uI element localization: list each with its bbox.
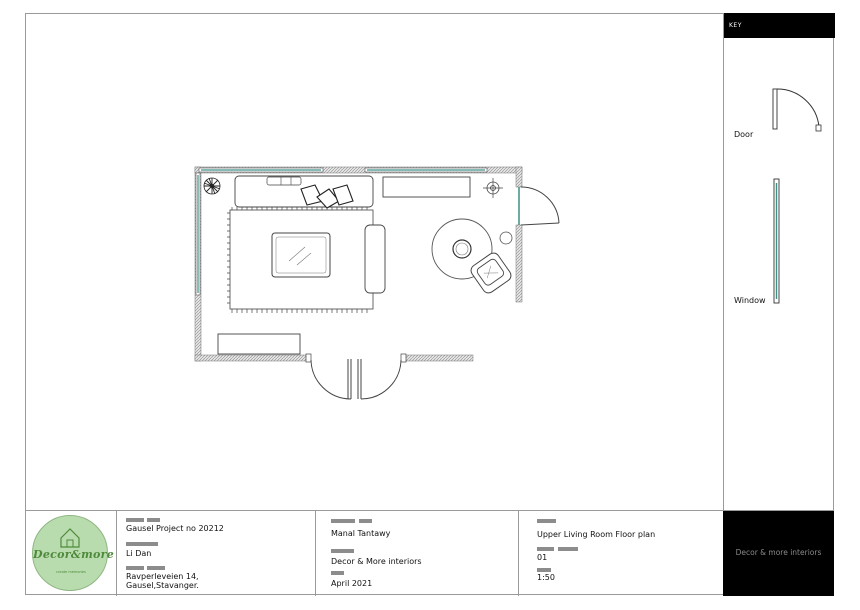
entrance-double-door bbox=[306, 354, 406, 399]
label-bar bbox=[331, 549, 354, 553]
floor-plan-drawing bbox=[25, 13, 723, 510]
designer-name: Manal Tantawy bbox=[331, 529, 391, 538]
door-swing-icon bbox=[773, 89, 821, 131]
logo-tagline: create memories bbox=[56, 570, 86, 574]
address-line-2: Gausel,Stavanger. bbox=[126, 581, 199, 590]
drawing-date: April 2021 bbox=[331, 579, 373, 588]
logo-name: Decor&more bbox=[33, 548, 115, 561]
key-door-label: Door bbox=[734, 130, 754, 139]
divider bbox=[315, 511, 316, 596]
label-bar bbox=[537, 547, 554, 551]
label-bar bbox=[558, 547, 578, 551]
label-bar bbox=[126, 566, 144, 570]
company-name: Decor & More interiors bbox=[331, 557, 422, 566]
brand-block bbox=[723, 511, 834, 596]
label-bar bbox=[126, 518, 144, 522]
key-symbols bbox=[724, 13, 835, 510]
window-icon bbox=[774, 179, 779, 303]
drawing-scale: 1:50 bbox=[537, 573, 555, 582]
divider bbox=[116, 511, 117, 596]
label-bar bbox=[537, 568, 551, 572]
client-name: Li Dan bbox=[126, 549, 152, 558]
key-panel bbox=[723, 13, 834, 510]
coffee-table bbox=[272, 233, 330, 277]
console-table bbox=[383, 177, 470, 197]
key-title: KEY bbox=[729, 22, 742, 29]
drawing-title: Upper Living Room Floor plan bbox=[537, 530, 656, 539]
bench bbox=[365, 225, 385, 293]
side-table bbox=[500, 232, 512, 244]
label-bar bbox=[537, 519, 556, 523]
label-bar bbox=[331, 519, 355, 523]
tv-unit bbox=[218, 334, 300, 354]
divider bbox=[518, 511, 519, 596]
sheet-number: 01 bbox=[537, 553, 548, 562]
address-line-1: Ravperleveien 14, bbox=[126, 572, 199, 581]
label-bar bbox=[126, 542, 158, 546]
side-door bbox=[519, 187, 559, 225]
plant bbox=[204, 178, 220, 194]
label-bar bbox=[147, 518, 160, 522]
company-logo bbox=[32, 515, 115, 591]
floor-plan-area bbox=[25, 13, 723, 510]
title-block bbox=[25, 510, 834, 596]
brand-text: Decor & more interiors bbox=[735, 548, 822, 557]
label-bar bbox=[331, 571, 344, 575]
key-window-label: Window bbox=[734, 296, 766, 305]
sofa bbox=[235, 176, 373, 208]
project-number: Gausel Project no 20212 bbox=[126, 524, 224, 533]
ceiling-light-icon bbox=[483, 178, 503, 198]
label-bar bbox=[147, 566, 165, 570]
label-bar bbox=[359, 519, 372, 523]
